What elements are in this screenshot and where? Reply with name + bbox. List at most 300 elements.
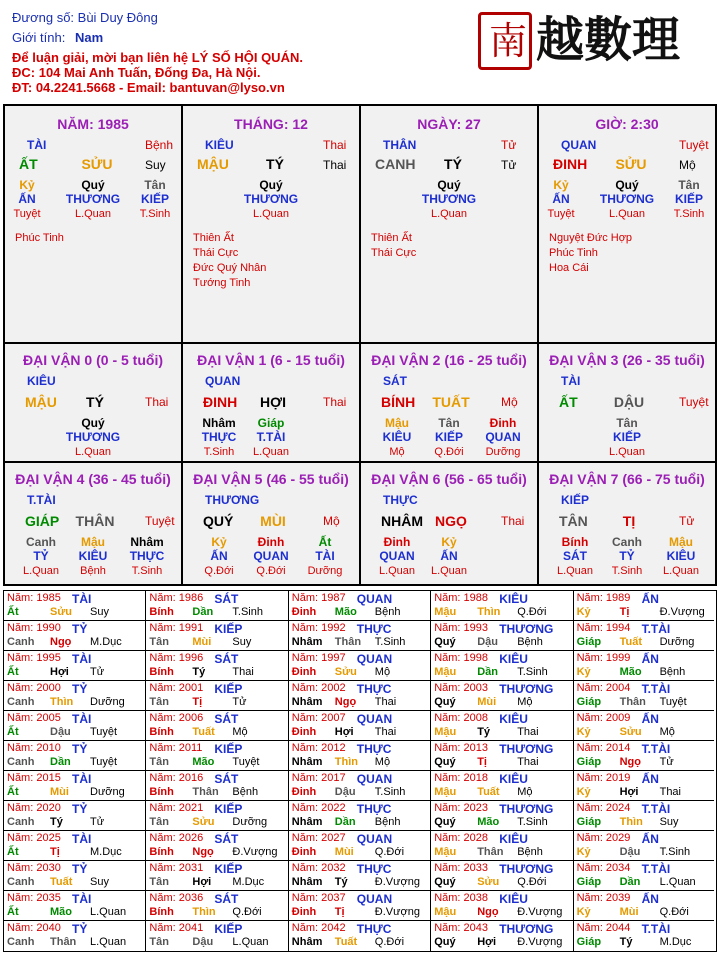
year-stage: Đ.Vượng xyxy=(517,906,563,918)
year-branch: Thìn xyxy=(477,606,501,618)
year-label: Năm: 2018 xyxy=(434,772,488,784)
year-stem: Ất xyxy=(7,906,19,918)
dai-van-title: ĐẠI VẬN 5 (46 - 55 tuổi) xyxy=(193,471,349,487)
header xyxy=(0,0,720,100)
year-cell xyxy=(289,681,431,711)
year-ten-god: KIẾP xyxy=(214,622,243,636)
year-stem: Kỷ xyxy=(576,846,591,858)
star-name: Đức Quý Nhân xyxy=(193,262,267,274)
year-branch: Thân xyxy=(192,786,219,798)
year-stage: Mộ xyxy=(517,696,533,708)
year-stage: Bệnh xyxy=(659,666,686,678)
hidden-stem: Kỷ xyxy=(19,178,35,192)
year-branch: Mùi xyxy=(192,636,212,648)
owner-line xyxy=(12,10,158,26)
year-ten-god: THỰC xyxy=(356,622,392,636)
year-branch: Thìn xyxy=(50,696,74,708)
year-label: Năm: 1990 xyxy=(7,622,61,634)
year-cell xyxy=(574,771,714,801)
hidden-stage: Tuyệt xyxy=(547,208,575,220)
year-label: Năm: 1988 xyxy=(434,592,488,604)
year-label: Năm: 2028 xyxy=(434,832,488,844)
year-stage: T.Sinh xyxy=(517,666,548,678)
year-cell xyxy=(289,621,431,651)
year-stage: Thai xyxy=(517,756,539,768)
year-branch: Dần xyxy=(334,816,356,828)
year-cell xyxy=(4,801,146,831)
star-name: Thái Cực xyxy=(371,247,417,259)
year-label: Năm: 2030 xyxy=(7,862,61,874)
year-branch: Mùi xyxy=(334,846,354,858)
year-label: Năm: 2021 xyxy=(149,802,204,814)
year-stem: Ất xyxy=(7,726,19,738)
year-cell xyxy=(289,651,431,681)
year-stage: Thai xyxy=(374,696,397,708)
year-stage: M.Dục xyxy=(659,936,692,948)
year-ten-god: QUAN xyxy=(356,892,393,906)
year-branch: Ngọ xyxy=(334,696,357,708)
year-cell xyxy=(574,681,714,711)
year-ten-god: THƯƠNG xyxy=(499,922,554,936)
hidden-stage: Mộ xyxy=(389,446,405,458)
earthly-branch: SỬU xyxy=(615,156,647,172)
branch-stage: Tuyệt xyxy=(679,395,709,409)
hidden-stem: Nhâm xyxy=(130,535,164,549)
year-stem: Nhâm xyxy=(291,876,323,888)
dai-van-row xyxy=(5,461,715,584)
hidden-stage: T.Sinh xyxy=(131,565,163,577)
hidden-stage: L.Quan xyxy=(430,565,468,577)
year-branch: Tị xyxy=(50,846,60,858)
year-ten-god: TỶ xyxy=(72,862,88,876)
year-label: Năm: 2014 xyxy=(576,742,631,754)
year-ten-god: THỰC xyxy=(356,742,392,756)
branch-stage: Tử xyxy=(679,514,695,528)
year-ten-god: ẤN xyxy=(641,832,659,846)
hidden-god: THƯƠNG xyxy=(421,192,477,206)
year-stem: Đinh xyxy=(291,786,317,798)
year-cell xyxy=(4,621,146,651)
dai-van-title: ĐẠI VẬN 7 (66 - 75 tuổi) xyxy=(549,471,705,487)
year-branch: Tý xyxy=(619,936,633,948)
year-label: Năm: 2031 xyxy=(149,862,204,874)
hidden-stage: T.Sinh xyxy=(611,565,643,577)
year-label: Năm: 1995 xyxy=(7,652,61,664)
year-label: Năm: 2020 xyxy=(7,802,61,814)
year-cell xyxy=(4,711,146,741)
year-cell xyxy=(574,741,714,771)
hidden-god: ẤN xyxy=(210,549,228,563)
year-stem: Canh xyxy=(7,816,35,828)
hidden-stem: Đinh xyxy=(383,535,411,549)
earthly-branch: TÝ xyxy=(444,156,462,172)
year-label: Năm: 2007 xyxy=(291,712,346,724)
year-ten-god: KIÊU xyxy=(499,652,528,666)
earthly-branch: DẬU xyxy=(613,394,645,410)
year-ten-god: QUAN xyxy=(356,712,393,726)
year-branch: Mùi xyxy=(619,906,639,918)
year-ten-god: T.TÀI xyxy=(641,802,671,816)
year-stage: Mộ xyxy=(517,786,533,798)
year-stem: Giáp xyxy=(576,636,602,648)
year-ten-god: T.TÀI xyxy=(641,922,671,936)
year-stage: Suy xyxy=(90,606,109,618)
year-stem: Tân xyxy=(149,876,169,888)
hidden-stem: Tân xyxy=(438,416,460,430)
star-name: Phúc Tinh xyxy=(549,247,598,259)
dai-van-title: ĐẠI VẬN 1 (6 - 15 tuổi) xyxy=(197,352,345,368)
year-ten-god: TỶ xyxy=(72,922,88,936)
star-name: Nguyệt Đức Hợp xyxy=(549,232,633,244)
year-branch: Tý xyxy=(50,816,63,828)
year-label: Năm: 2002 xyxy=(291,682,346,694)
year-ten-god: TÀI xyxy=(72,772,92,786)
year-branch: Thân xyxy=(477,846,504,858)
year-label: Năm: 2038 xyxy=(434,892,488,904)
year-stem: Mậu xyxy=(434,726,457,738)
year-label: Năm: 2035 xyxy=(7,892,61,904)
year-stem: Canh xyxy=(7,756,35,768)
hidden-stage: L.Quan xyxy=(252,208,290,220)
earthly-branch: MÙI xyxy=(260,513,286,529)
pillar-title: GIỜ: 2:30 xyxy=(595,116,659,132)
ten-god: THƯƠNG xyxy=(205,493,260,507)
year-stem: Nhâm xyxy=(291,636,323,648)
hidden-stage: L.Quan xyxy=(378,565,416,577)
year-cell xyxy=(4,681,146,711)
year-stem: Quý xyxy=(434,636,456,648)
heavenly-stem: CANH xyxy=(375,156,416,172)
hidden-stage: L.Quan xyxy=(608,208,646,220)
year-cell xyxy=(4,771,146,801)
hidden-stem: Tân xyxy=(678,178,700,192)
year-branch: Tuất xyxy=(477,786,500,798)
year-stage: Bệnh xyxy=(517,636,543,648)
year-branch: Sửu xyxy=(192,816,215,828)
hidden-stem: Kỷ xyxy=(553,178,569,192)
dai-van-title: ĐẠI VẬN 3 (26 - 35 tuổi) xyxy=(549,352,705,368)
hidden-stage: Q.Đới xyxy=(256,565,286,577)
year-stem: Tân xyxy=(149,816,169,828)
year-stem: Kỷ xyxy=(576,786,591,798)
star-name: Hoa Cái xyxy=(549,262,589,274)
heavenly-stem: MẬU xyxy=(25,394,57,410)
year-stem: Mậu xyxy=(434,786,457,798)
year-stage: Bệnh xyxy=(374,606,401,618)
year-cell xyxy=(289,921,431,951)
year-label: Năm: 2037 xyxy=(291,892,346,904)
year-branch: Hợi xyxy=(619,786,639,798)
hidden-god: TÀI xyxy=(315,549,335,563)
contact-text[interactable]: ĐT: 04.2241.5668 - Email: bantuvan@lyso.vn xyxy=(12,80,285,95)
gender-line xyxy=(12,30,103,46)
hidden-god: QUAN xyxy=(379,549,415,563)
year-ten-god: QUAN xyxy=(356,652,393,666)
year-stage: Thai xyxy=(659,786,681,798)
year-label: Năm: 2033 xyxy=(434,862,488,874)
year-stage: M.Dục xyxy=(90,846,122,858)
year-ten-god: T.TÀI xyxy=(641,742,671,756)
year-stage: Bệnh xyxy=(517,846,543,858)
ten-god: THÂN xyxy=(383,138,417,152)
year-stage: L.Quan xyxy=(232,936,269,948)
year-stage: Đ.Vượng xyxy=(517,936,563,948)
year-ten-god: QUAN xyxy=(356,772,393,786)
year-label: Năm: 2036 xyxy=(149,892,204,904)
year-label: Năm: 1998 xyxy=(434,652,488,664)
year-label: Năm: 2003 xyxy=(434,682,488,694)
promo-text: Để luận giải, mời bạn liên hệ LÝ SỐ HỘI QUÁN. xyxy=(12,50,303,65)
year-cell xyxy=(574,861,714,891)
year-ten-god: SÁT xyxy=(214,892,239,906)
hidden-stem: Quý xyxy=(259,178,283,192)
year-label: Năm: 2013 xyxy=(434,742,488,754)
year-branch: Dậu xyxy=(477,636,498,648)
dai-van-row xyxy=(5,342,715,463)
year-stage: M.Dục xyxy=(90,636,122,648)
year-stem: Canh xyxy=(7,936,35,948)
star-name: Thiên Ất xyxy=(193,232,234,244)
yearly-table xyxy=(3,590,717,952)
year-label: Năm: 2019 xyxy=(576,772,631,784)
heavenly-stem: MẬU xyxy=(197,156,229,172)
year-label: Năm: 1987 xyxy=(291,592,346,604)
year-branch: Thìn xyxy=(192,906,216,918)
hidden-god: THƯƠNG xyxy=(243,192,299,206)
year-ten-god: T.TÀI xyxy=(641,682,671,696)
hidden-stem: Kỷ xyxy=(211,535,227,549)
year-stage: Tử xyxy=(659,756,674,768)
year-stem: Bính xyxy=(149,786,174,798)
year-label: Năm: 1985 xyxy=(7,592,61,604)
hidden-god: ẤN xyxy=(552,192,570,206)
year-cell xyxy=(431,591,573,621)
year-stem: Quý xyxy=(434,756,456,768)
year-ten-god: THƯƠNG xyxy=(499,742,554,756)
year-stem: Đinh xyxy=(291,846,317,858)
year-ten-god: SÁT xyxy=(214,712,239,726)
year-ten-god: QUAN xyxy=(356,592,393,606)
year-cell xyxy=(146,681,288,711)
heavenly-stem: GIÁP xyxy=(25,513,60,529)
year-label: Năm: 1991 xyxy=(149,622,204,634)
year-cell xyxy=(431,711,573,741)
year-stem: Bính xyxy=(149,726,174,738)
ten-god: THỰC xyxy=(383,493,418,507)
year-cell xyxy=(289,861,431,891)
year-stem: Mậu xyxy=(434,846,457,858)
year-cell xyxy=(146,621,288,651)
year-branch: Ngọ xyxy=(619,756,641,768)
year-ten-god: QUAN xyxy=(356,832,393,846)
year-ten-god: ẤN xyxy=(641,592,659,606)
hidden-stem: Mậu xyxy=(385,416,409,430)
year-label: Năm: 2012 xyxy=(291,742,346,754)
earthly-branch: THÂN xyxy=(75,513,115,529)
year-cell xyxy=(574,591,714,621)
year-stage: Đ.Vượng xyxy=(374,876,420,888)
ten-god: QUAN xyxy=(205,374,241,388)
hidden-stage: Dưỡng xyxy=(485,446,521,458)
year-cell xyxy=(431,861,573,891)
hidden-stage: Dưỡng xyxy=(307,565,343,577)
heavenly-stem: ĐINH xyxy=(553,156,588,172)
year-branch: Thìn xyxy=(334,756,359,768)
year-stem: Ất xyxy=(7,666,19,678)
hidden-stage: Bệnh xyxy=(80,565,106,577)
dai-van-cell xyxy=(361,342,539,461)
year-stage: Bệnh xyxy=(232,786,259,798)
year-branch: Mùi xyxy=(477,696,497,708)
year-ten-god: ẤN xyxy=(641,892,659,906)
year-stem: Nhâm xyxy=(291,696,323,708)
hidden-stage: Q.Đới xyxy=(434,446,464,458)
earthly-branch: HỢI xyxy=(260,394,286,410)
year-label: Năm: 2009 xyxy=(576,712,631,724)
hidden-god: KIÊU xyxy=(78,549,108,563)
hidden-god: THỰC xyxy=(129,549,165,563)
year-ten-god: KIẾP xyxy=(214,802,243,816)
year-branch: Dần xyxy=(192,606,214,618)
year-ten-god: KIẾP xyxy=(214,682,243,696)
life-stage: Tử xyxy=(501,138,517,152)
year-stem: Bính xyxy=(149,606,174,618)
year-cell xyxy=(4,741,146,771)
dai-van-title: ĐẠI VẬN 6 (56 - 65 tuổi) xyxy=(371,471,527,487)
earthly-branch: SỬU xyxy=(81,156,113,172)
year-stage: Mộ xyxy=(374,666,391,678)
year-ten-god: THỰC xyxy=(356,802,392,816)
heavenly-stem: BÍNH xyxy=(381,394,416,410)
year-branch: Thìn xyxy=(619,816,643,828)
year-branch: Tuất xyxy=(192,726,215,738)
year-cell xyxy=(146,771,288,801)
year-stage: Đ.Vượng xyxy=(232,846,278,858)
year-stage: T.Sinh xyxy=(374,636,406,648)
year-cell xyxy=(431,831,573,861)
year-label: Năm: 1992 xyxy=(291,622,346,634)
hidden-stage: L.Quan xyxy=(556,565,594,577)
year-cell xyxy=(289,591,431,621)
year-cell xyxy=(289,801,431,831)
year-label: Năm: 2027 xyxy=(291,832,346,844)
year-branch: Thân xyxy=(619,696,646,708)
year-branch: Tý xyxy=(192,666,206,678)
heavenly-stem: QUÝ xyxy=(203,513,234,529)
hidden-stage: L.Quan xyxy=(74,446,112,458)
hidden-god: KIẾP xyxy=(434,430,464,444)
year-ten-god: SÁT xyxy=(214,592,239,606)
year-cell xyxy=(4,861,146,891)
year-ten-god: SÁT xyxy=(214,772,239,786)
ten-god: KIẾP xyxy=(561,493,590,507)
hidden-god: SÁT xyxy=(563,549,587,563)
year-ten-god: SÁT xyxy=(214,832,239,846)
year-ten-god: ẤN xyxy=(641,712,659,726)
logo xyxy=(478,6,714,72)
year-stem: Tân xyxy=(149,756,169,768)
year-branch: Thân xyxy=(334,636,362,648)
year-branch: Hợi xyxy=(192,876,212,888)
year-branch: Tị xyxy=(619,606,630,618)
year-label: Năm: 2008 xyxy=(434,712,488,724)
hidden-god: ẤN xyxy=(18,192,36,206)
hidden-stage: L.Quan xyxy=(608,446,646,458)
year-ten-god: THƯƠNG xyxy=(499,682,554,696)
year-stem: Giáp xyxy=(576,936,602,948)
year-label: Năm: 2010 xyxy=(7,742,61,754)
branch-stage: Tử xyxy=(501,158,517,172)
hidden-stage: L.Quan xyxy=(662,565,700,577)
heavenly-stem: ẤT xyxy=(19,156,38,172)
year-stem: Quý xyxy=(434,936,456,948)
pillar-cell xyxy=(539,106,715,342)
branch-stage: Mộ xyxy=(501,395,518,409)
year-label: Năm: 2043 xyxy=(434,922,488,934)
hidden-stage: L.Quan xyxy=(22,565,60,577)
year-branch: Ngọ xyxy=(477,906,499,918)
branch-stage: Tuyệt xyxy=(145,514,175,528)
year-stage: L.Quan xyxy=(659,876,696,888)
year-branch: Tuất xyxy=(619,636,642,648)
hidden-stage: Q.Đới xyxy=(204,565,234,577)
year-cell xyxy=(574,891,714,921)
year-stem: Giáp xyxy=(576,816,602,828)
hidden-god: THỰC xyxy=(201,430,237,444)
year-ten-god: ẤN xyxy=(641,772,659,786)
year-label: Năm: 2023 xyxy=(434,802,488,814)
year-ten-god: TỶ xyxy=(72,682,88,696)
year-ten-god: THỰC xyxy=(356,682,392,696)
year-branch: Hợi xyxy=(477,936,497,948)
life-stage: Thai xyxy=(323,138,347,152)
year-label: Năm: 2032 xyxy=(291,862,346,874)
year-stage: T.Sinh xyxy=(374,786,406,798)
year-branch: Thân xyxy=(50,936,77,948)
year-ten-god: KIÊU xyxy=(499,712,528,726)
year-branch: Tị xyxy=(192,696,203,708)
ten-god: TÀI xyxy=(27,138,47,152)
year-stem: Canh xyxy=(7,696,35,708)
branch-stage: Thai xyxy=(145,395,169,409)
year-cell xyxy=(289,831,431,861)
hidden-stem: Đinh xyxy=(257,535,285,549)
hidden-god: TỶ xyxy=(619,549,635,563)
year-stage: T.Sinh xyxy=(517,816,548,828)
year-stage: Dưỡng xyxy=(232,816,268,828)
year-label: Năm: 2042 xyxy=(291,922,346,934)
life-stage: Tuyệt xyxy=(679,138,709,152)
year-branch: Mão xyxy=(334,606,357,618)
year-branch: Tị xyxy=(334,906,345,918)
hidden-god: QUAN xyxy=(253,549,289,563)
year-stage: Đ.Vượng xyxy=(659,606,705,618)
year-cell xyxy=(146,711,288,741)
hidden-stem: Canh xyxy=(26,535,56,549)
year-stem: Quý xyxy=(434,816,456,828)
year-label: Năm: 2015 xyxy=(7,772,61,784)
year-stage: Tuyệt xyxy=(90,756,118,768)
year-cell xyxy=(431,741,573,771)
year-ten-god: TÀI xyxy=(72,832,92,846)
year-stage: Q.Đới xyxy=(517,876,547,888)
year-stage: Tuyệt xyxy=(659,696,687,708)
year-ten-god: TÀI xyxy=(72,652,92,666)
hidden-god: KIẾP xyxy=(140,192,170,206)
year-ten-god: KIẾP xyxy=(214,742,243,756)
year-stem: Tân xyxy=(149,936,169,948)
pillar-cell xyxy=(183,106,361,342)
